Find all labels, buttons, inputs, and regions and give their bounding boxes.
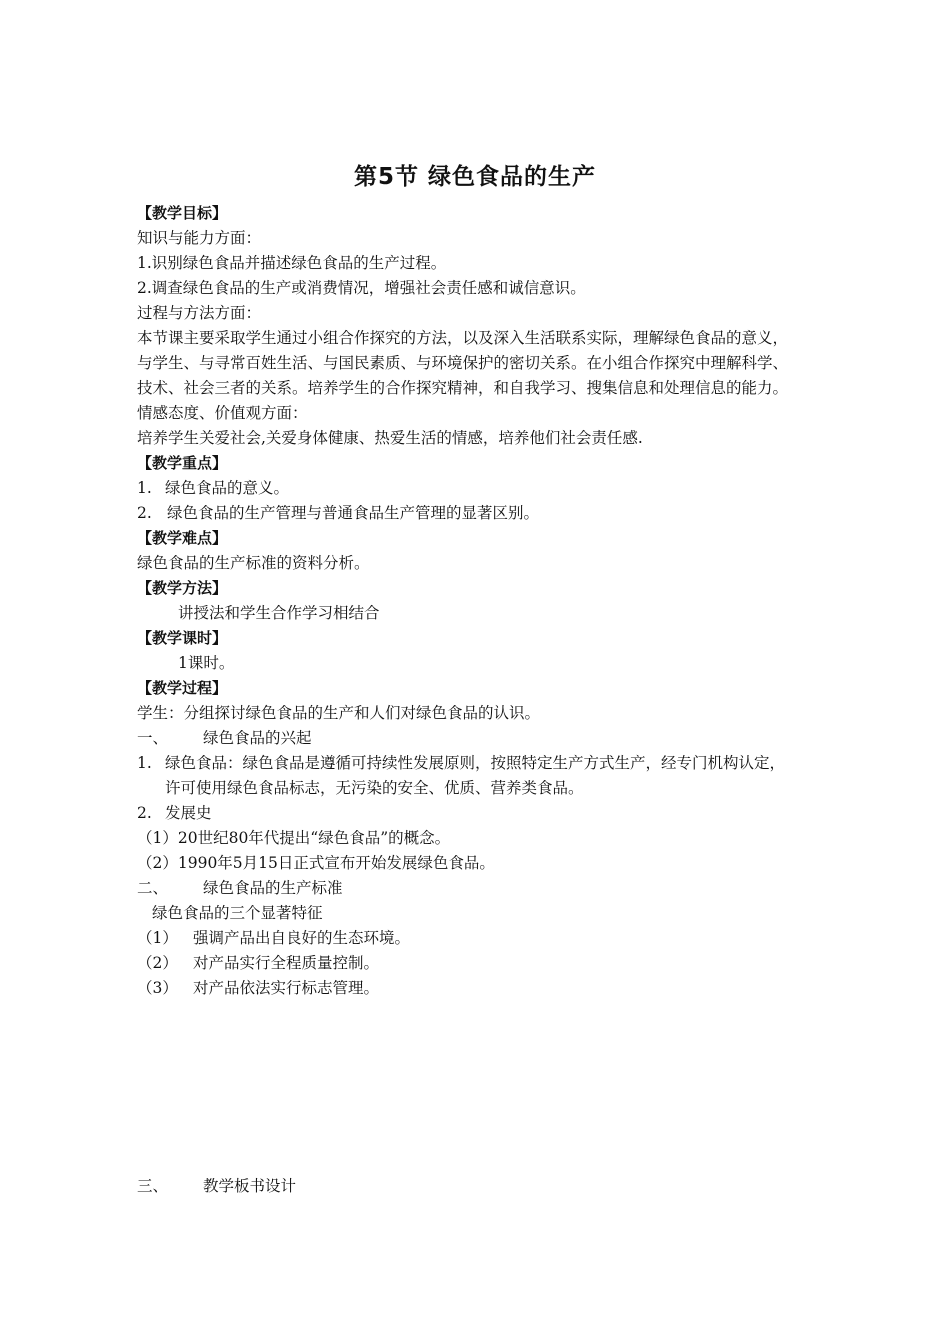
- history-item-1: （1）20世纪80年代提出“绿色食品”的概念。: [137, 829, 451, 847]
- page-title: 第5节 绿色食品的生产: [353, 164, 596, 190]
- difficulty-heading: 【教学难点】: [137, 529, 228, 547]
- feature-1-text: 强调产品出自良好的生态环境。: [193, 929, 411, 947]
- student-line: 学生：分组探讨绿色食品的生产和人们对绿色食品的认识。: [137, 704, 541, 722]
- emotion-line: 培养学生关爱社会,关爱身体健康、热爱生活的情感，培养他们社会责任感.: [137, 429, 643, 447]
- hours-heading: 【教学课时】: [137, 629, 228, 647]
- history-item-2: （2）1990年5月15日正式宣布开始发展绿色食品。: [137, 854, 495, 872]
- part-1-num: 一、: [137, 729, 169, 747]
- process-line-2: 与学生、与寻常百姓生活、与国民素质、与环境保护的密切关系。在小组合作探究中理解科学、: [137, 354, 789, 372]
- key-item-1-num: 1.: [137, 479, 152, 497]
- key-heading: 【教学重点】: [137, 454, 228, 472]
- item-1-line-1: [137, 753, 785, 773]
- part-3-num: 三、: [137, 1177, 169, 1195]
- hours-text: 1课时。: [178, 654, 235, 672]
- process-line-3: 技术、社会三者的关系。培养学生的合作探究精神，和自我学习、搜集信息和处理信息的能力。: [137, 379, 789, 397]
- part-2-title: 绿色食品的生产标准: [203, 879, 343, 897]
- part-2: [137, 878, 343, 898]
- method-heading: 【教学方法】: [137, 579, 228, 597]
- feature-3-text: 对产品依法实行标志管理。: [193, 979, 380, 997]
- part-2-num: 二、: [137, 879, 169, 897]
- key-item-1: [137, 478, 289, 498]
- key-item-1-text: 绿色食品的意义。: [165, 479, 290, 497]
- process-heading: 过程与方法方面：: [137, 304, 262, 322]
- emotion-heading: 情感态度、价值观方面：: [137, 404, 308, 422]
- item-1-line-2: 许可使用绿色食品标志，无污染的安全、优质、营养类食品。: [165, 779, 584, 797]
- difficulty-text: 绿色食品的生产标准的资料分析。: [137, 554, 370, 572]
- item-2-num: 2.: [137, 804, 152, 822]
- part-1-title: 绿色食品的兴起: [203, 729, 312, 747]
- features-intro: 绿色食品的三个显著特征: [152, 904, 323, 922]
- key-item-2-num: 2.: [137, 504, 152, 522]
- process-line-1: 本节课主要采取学生通过小组合作探究的方法，以及深入生活联系实际，理解绿色食品的意义，: [137, 329, 789, 347]
- process2-heading: 【教学过程】: [137, 679, 228, 697]
- method-text: 讲授法和学生合作学习相结合: [178, 604, 380, 622]
- feature-3-num: （3）: [137, 979, 178, 997]
- part-3-title: 教学板书设计: [203, 1177, 297, 1195]
- knowledge-item-2: 2.调查绿色食品的生产或消费情况，增强社会责任感和诚信意识。: [137, 279, 586, 297]
- key-item-2: [137, 503, 539, 523]
- feature-2-text: 对产品实行全程质量控制。: [193, 954, 380, 972]
- knowledge-heading: 知识与能力方面：: [137, 229, 262, 247]
- goals-heading: 【教学目标】: [137, 204, 228, 222]
- item-2: [137, 803, 212, 823]
- item-2-title: 发展史: [165, 804, 212, 822]
- feature-2: [137, 953, 379, 973]
- feature-1: [137, 928, 410, 948]
- item-1-num: 1.: [137, 754, 152, 772]
- part-1: [137, 728, 312, 748]
- item-1-text-1: 绿色食品：绿色食品是遵循可持续性发展原则，按照特定生产方式生产，经专门机构认定，: [165, 754, 786, 772]
- part-3: [137, 1176, 296, 1196]
- knowledge-item-1: 1.识别绿色食品并描述绿色食品的生产过程。: [137, 254, 447, 272]
- key-item-2-text: 绿色食品的生产管理与普通食品生产管理的显著区别。: [167, 504, 540, 522]
- feature-1-num: （1）: [137, 929, 178, 947]
- feature-3: [137, 978, 379, 998]
- feature-2-num: （2）: [137, 954, 178, 972]
